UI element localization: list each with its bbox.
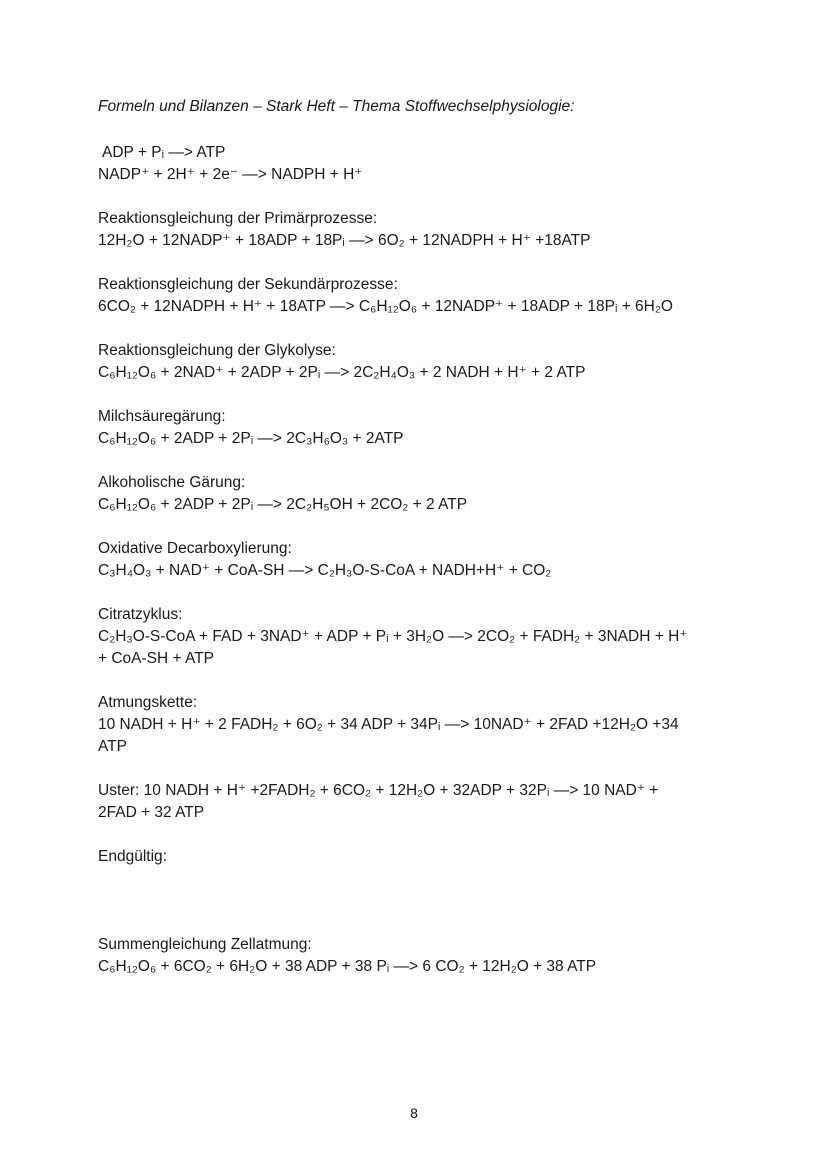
equation-line: ATP [98, 738, 127, 755]
section-heading: Summengleichung Zellatmung: [98, 936, 312, 953]
equation-line: C₆H₁₂O₆ + 2NAD⁺ + 2ADP + 2Pᵢ —> 2C₂H₄O₃ + 2 NADH + H⁺ + 2 ATP [98, 364, 586, 381]
section-milchsaeuregaerung [98, 406, 738, 450]
page-number: 8 [410, 1105, 418, 1121]
equation-line: + CoA-SH + ATP [98, 650, 215, 667]
section-uster [98, 780, 738, 824]
section-heading: Oxidative Decarboxylierung: [98, 540, 292, 557]
page-content [98, 96, 738, 978]
equation-line: C₆H₁₂O₆ + 2ADP + 2Pᵢ —> 2C₃H₆O₃ + 2ATP [98, 430, 404, 447]
page-title: Formeln und Bilanzen – Stark Heft – Thema Stoffwechselphysiologie: [98, 98, 575, 115]
section-sekundaerprozesse [98, 274, 738, 318]
equation-line: 12H₂O + 12NADP⁺ + 18ADP + 18Pᵢ —> 6O₂ + 12NADPH + H⁺ +18ATP [98, 232, 591, 249]
section-heading: Alkoholische Gärung: [98, 474, 246, 491]
equation-line: NADP⁺ + 2H⁺ + 2e⁻ —> NADPH + H⁺ [98, 166, 363, 183]
section-summengleichung [98, 934, 738, 978]
section-primaerprozesse [98, 208, 738, 252]
section-glykolyse [98, 340, 738, 384]
equation-line: 6CO₂ + 12NADPH + H⁺ + 18ATP —> C₆H₁₂O₆ + 12NADP⁺ + 18ADP + 18Pᵢ + 6H₂O [98, 298, 673, 315]
section-citratzyklus [98, 604, 738, 670]
equation-line: ADP + Pᵢ —> ATP [102, 144, 226, 161]
section-heading: Milchsäuregärung: [98, 408, 226, 425]
section-heading: Citratzyklus: [98, 606, 183, 623]
section-heading: Reaktionsgleichung der Glykolyse: [98, 342, 336, 359]
section-heading: Endgültig: [98, 848, 167, 865]
equation-line: C₆H₁₂O₆ + 6CO₂ + 6H₂O + 38 ADP + 38 Pᵢ —> 6 CO₂ + 12H₂O + 38 ATP [98, 958, 597, 975]
section-heading: Reaktionsgleichung der Primärprozesse: [98, 210, 378, 227]
section-endgueltig [98, 846, 738, 868]
equation-line: 10 NADH + H⁺ + 2 FADH₂ + 6O₂ + 34 ADP + 34Pᵢ —> 10NAD⁺ + 2FAD +12H₂O +34 [98, 716, 679, 733]
basic-equations [98, 142, 738, 186]
equation-line: C₂H₃O-S-CoA + FAD + 3NAD⁺ + ADP + Pᵢ + 3H₂O —> 2CO₂ + FADH₂ + 3NADH + H⁺ [98, 628, 688, 645]
section-alkoholische-gaerung [98, 472, 738, 516]
equation-line: C₆H₁₂O₆ + 2ADP + 2Pᵢ —> 2C₂H₅OH + 2CO₂ + 2 ATP [98, 496, 468, 513]
equation-line: 2FAD + 32 ATP [98, 804, 205, 821]
section-heading: Atmungskette: [98, 694, 198, 711]
equation-line: Uster: 10 NADH + H⁺ +2FADH₂ + 6CO₂ + 12H₂O + 32ADP + 32Pᵢ —> 10 NAD⁺ + [98, 782, 659, 799]
section-heading: Reaktionsgleichung der Sekundärprozesse: [98, 276, 398, 293]
section-atmungskette [98, 692, 738, 758]
equation-line: C₃H₄O₃ + NAD⁺ + CoA-SH —> C₂H₃O-S-CoA + NADH+H⁺ + CO₂ [98, 562, 552, 579]
section-oxidative-decarboxylierung [98, 538, 738, 582]
